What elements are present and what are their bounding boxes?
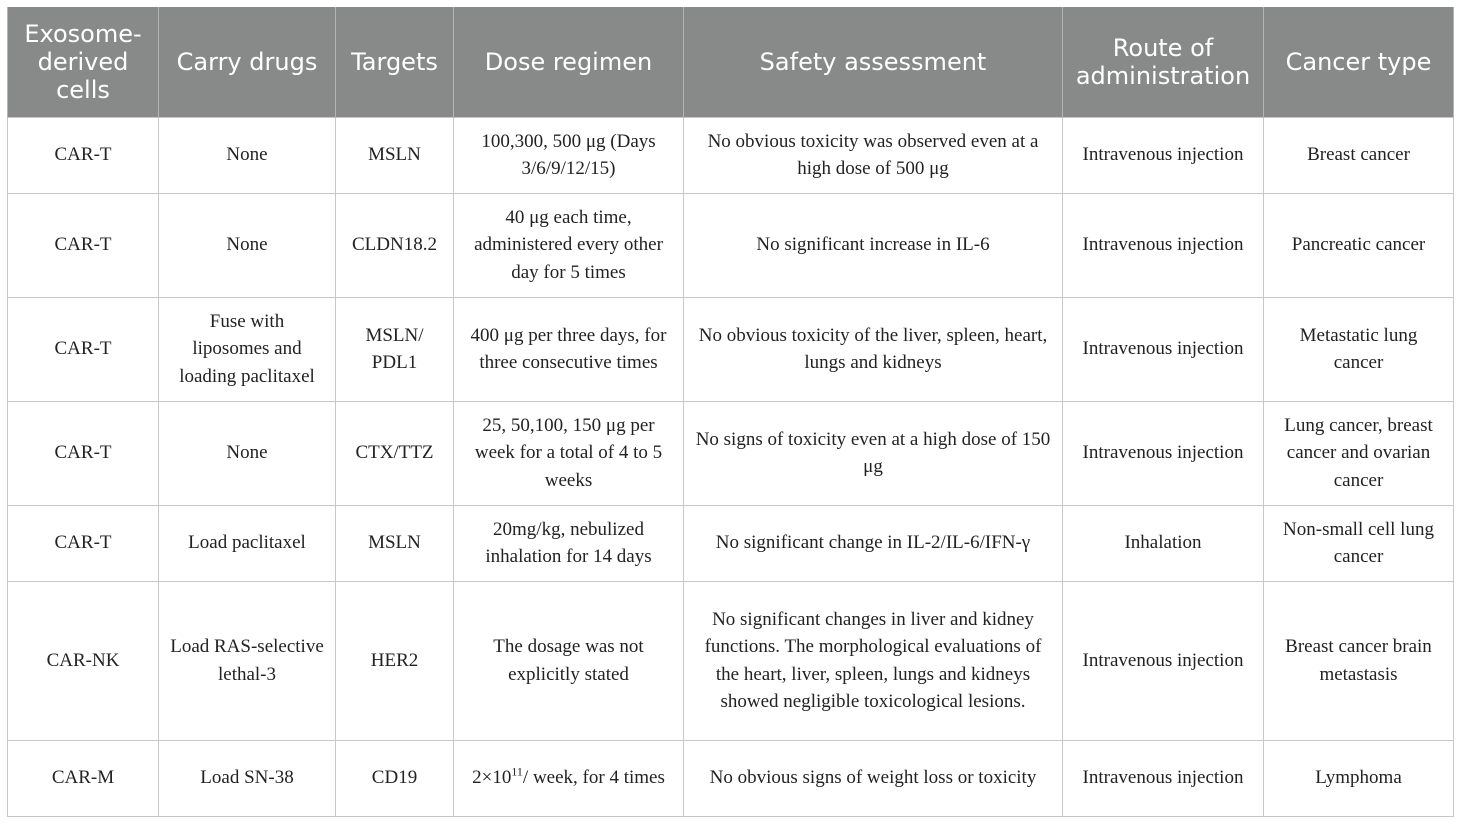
- cell-cells: CAR-M: [8, 740, 159, 816]
- cell-dose: 400 μg per three days, for three consecutive times: [454, 297, 684, 401]
- header-carry-drugs: Carry drugs: [159, 7, 336, 117]
- table-row: [8, 401, 1454, 505]
- cell-drugs: Load SN-38: [159, 740, 336, 816]
- cell-safety: No obvious toxicity was observed even at a high dose of 500 μg: [684, 117, 1063, 193]
- cell-route: Intravenous injection: [1063, 297, 1264, 401]
- cell-route: Intravenous injection: [1063, 740, 1264, 816]
- cell-safety: No significant increase in IL-6: [684, 193, 1063, 297]
- table-row: [8, 505, 1454, 581]
- cell-cancer: Non-small cell lung cancer: [1264, 505, 1454, 581]
- header-route-of-administration: Route of administration: [1063, 7, 1264, 117]
- cell-safety: No obvious signs of weight loss or toxicity: [684, 740, 1063, 816]
- cell-cancer: Breast cancer brain metastasis: [1264, 581, 1454, 740]
- cell-cells: CAR-T: [8, 505, 159, 581]
- cell-cancer: Pancreatic cancer: [1264, 193, 1454, 297]
- header-cancer-type: Cancer type: [1264, 7, 1454, 117]
- cell-targets: CD19: [336, 740, 454, 816]
- table-row: [8, 193, 1454, 297]
- cell-route: Intravenous injection: [1063, 581, 1264, 740]
- cell-targets: MSLN/ PDL1: [336, 297, 454, 401]
- cell-safety: No significant change in IL-2/IL-6/IFN-γ: [684, 505, 1063, 581]
- cell-cells: CAR-T: [8, 401, 159, 505]
- cell-safety: No obvious toxicity of the liver, spleen, heart, lungs and kidneys: [684, 297, 1063, 401]
- table-row: [8, 117, 1454, 193]
- cell-cancer: Metastatic lung cancer: [1264, 297, 1454, 401]
- cell-targets: MSLN: [336, 117, 454, 193]
- cell-cells: CAR-T: [8, 117, 159, 193]
- cell-safety: No signs of toxicity even at a high dose of 150 μg: [684, 401, 1063, 505]
- table-row: [8, 581, 1454, 740]
- dose-rest: / week, for 4 times: [522, 767, 665, 789]
- dose-base: 2×10: [472, 767, 512, 789]
- dose-exponent: 11: [511, 764, 523, 779]
- cell-cells: CAR-T: [8, 297, 159, 401]
- header-safety-assessment: Safety assessment: [684, 7, 1063, 117]
- cell-dose: 100,300, 500 μg (Days 3/6/9/12/15): [454, 117, 684, 193]
- cell-drugs: None: [159, 401, 336, 505]
- cell-drugs: Load RAS-selective lethal-3: [159, 581, 336, 740]
- cell-targets: CLDN18.2: [336, 193, 454, 297]
- cell-targets: CTX/TTZ: [336, 401, 454, 505]
- header-row: [8, 7, 1454, 117]
- table-header: [8, 7, 1454, 117]
- cell-cells: CAR-T: [8, 193, 159, 297]
- table-body: [8, 117, 1454, 816]
- cell-route: Intravenous injection: [1063, 401, 1264, 505]
- cell-drugs: Fuse with liposomes and loading paclitaxel: [159, 297, 336, 401]
- cell-drugs: None: [159, 117, 336, 193]
- cell-cancer: Lymphoma: [1264, 740, 1454, 816]
- cell-dose: [454, 740, 684, 816]
- cell-route: Intravenous injection: [1063, 117, 1264, 193]
- cell-safety: No significant changes in liver and kidney functions. The morphological evaluations of the heart, liver, spleen, lungs and kidneys showed negligible toxicological lesions.: [684, 581, 1063, 740]
- table-row: [8, 297, 1454, 401]
- cell-route: Intravenous injection: [1063, 193, 1264, 297]
- header-targets: Targets: [336, 7, 454, 117]
- cell-cancer: Lung cancer, breast cancer and ovarian cancer: [1264, 401, 1454, 505]
- cell-dose: 40 μg each time, administered every other day for 5 times: [454, 193, 684, 297]
- cell-drugs: Load paclitaxel: [159, 505, 336, 581]
- table-row: [8, 740, 1454, 816]
- cell-route: Inhalation: [1063, 505, 1264, 581]
- cell-targets: MSLN: [336, 505, 454, 581]
- cell-drugs: None: [159, 193, 336, 297]
- cell-dose: The dosage was not explicitly stated: [454, 581, 684, 740]
- cell-cancer: Breast cancer: [1264, 117, 1454, 193]
- header-dose-regimen: Dose regimen: [454, 7, 684, 117]
- cell-cells: CAR-NK: [8, 581, 159, 740]
- cell-dose: 20mg/kg, nebulized inhalation for 14 days: [454, 505, 684, 581]
- header-exosome-derived-cells: Exosome-derived cells: [8, 7, 159, 117]
- data-table-container: [7, 7, 1453, 817]
- data-table: [7, 7, 1454, 817]
- cell-dose: 25, 50,100, 150 μg per week for a total of 4 to 5 weeks: [454, 401, 684, 505]
- cell-targets: HER2: [336, 581, 454, 740]
